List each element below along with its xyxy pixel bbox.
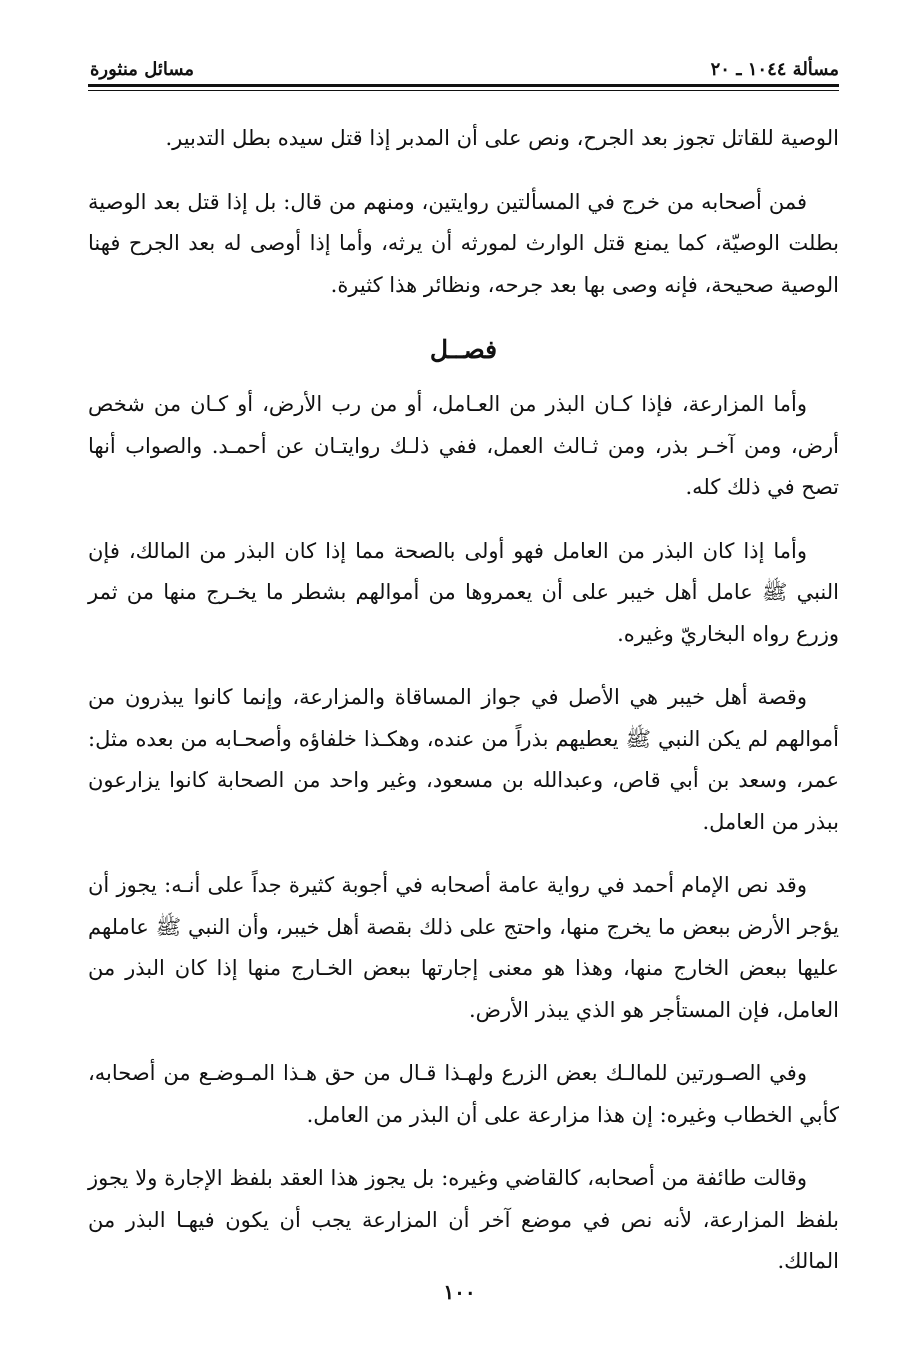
page-header <box>90 50 839 80</box>
section-paragraph-5: وفي الصـورتين للمالـك بعض الزرع ولهـذا قـال من حق هـذا المـوضـع من أصحابه، كأبي الخطاب وغيره: إن هذا مزارعة على أن البذر من العامل. <box>88 1061 839 1127</box>
section-title: فصــل <box>429 335 498 364</box>
section-paragraph-6: وقالت طائفة من أصحابه، كالقاضي وغيره: بل يجوز هذا العقد بلفظ الإجارة ولا يجوز بلفظ المزارعة، لأنه نص في موضع آخر أن المزارعة يجب أن يكون فيهـا البذر من المالك. <box>88 1166 839 1273</box>
page-number: ١٠٠ <box>443 1280 476 1304</box>
paragraph-2: فمن أصحابه من خرج في المسألتين روايتين، ومنهم من قال: بل إذا قتل بعد الوصية بطلت الوصيّة، كما يمنع قتل الوارث لمورثه أن يرثه، وأما إذا أوصى له بعد الجرح فهنا الوصية صحيحة، فإنه وصى بها بعد جرحه، ونظائر هذا كثيرة. <box>88 189 839 297</box>
section-paragraph-3: وقصة أهل خيبر هي الأصل في جواز المساقاة والمزارعة، وإنما كانوا يبذرون من أموالهم لم يكن النبي ﷺ يعطيهم بذراً من عنده، وهكـذا خلفاؤه وأصحـابه من بعده مثل: عمر، وسعد بن أبي قاص، وعبدالله بن مسعود، وغير واحد من الصحابة كانوا يزارعون ببذر من العامل. <box>88 685 839 834</box>
section-paragraph-2: وأما إذا كان البذر من العامل فهو أولى بالصحة مما إذا كان البذر من المالك، فإن النبي ﷺ عامل أهل خيبر على أن يعمروها من أموالهم بشطر ما يخـرج منها من ثمر وزرع رواه البخاريّ وغيره. <box>88 538 839 646</box>
header-issue-number: مسألة ١٠٤٤ ـ ٢٠ <box>710 59 839 80</box>
header-rule-thin <box>88 90 839 91</box>
section-paragraph-4: وقد نص الإمام أحمد في رواية عامة أصحابه في أجوبة كثيرة جداً على أنـه: يجوز أن يؤجر الأرض ببعض ما يخرج منها، واحتج على ذلك بقصة أهل خيبر، وأن النبي ﷺ عاملهم عليها ببعض الخارج منها، وهذا هو معنى إجارتها ببعض الخـارج منها إذا كان البذر من العامل، فإن المستأجر هو الذي يبذر الأرض. <box>88 873 839 1022</box>
header-book-title: مسائل منثورة <box>90 59 195 80</box>
section-paragraph-1: وأما المزارعة، فإذا كـان البذر من العـامل، أو من رب الأرض، أو كـان من شخص أرض، ومن آخـر بذر، ومن ثـالث العمل، ففي ذلـك روايتـان عن أحمـد. والصواب أنها تصح في ذلك كله. <box>88 392 839 499</box>
header-rule-thick <box>88 84 839 87</box>
paragraph-1: الوصية للقاتل تجوز بعد الجرح، ونص على أن المدبر إذا قتل سيده بطل التدبير. <box>165 126 839 150</box>
page-body <box>88 118 839 1305</box>
